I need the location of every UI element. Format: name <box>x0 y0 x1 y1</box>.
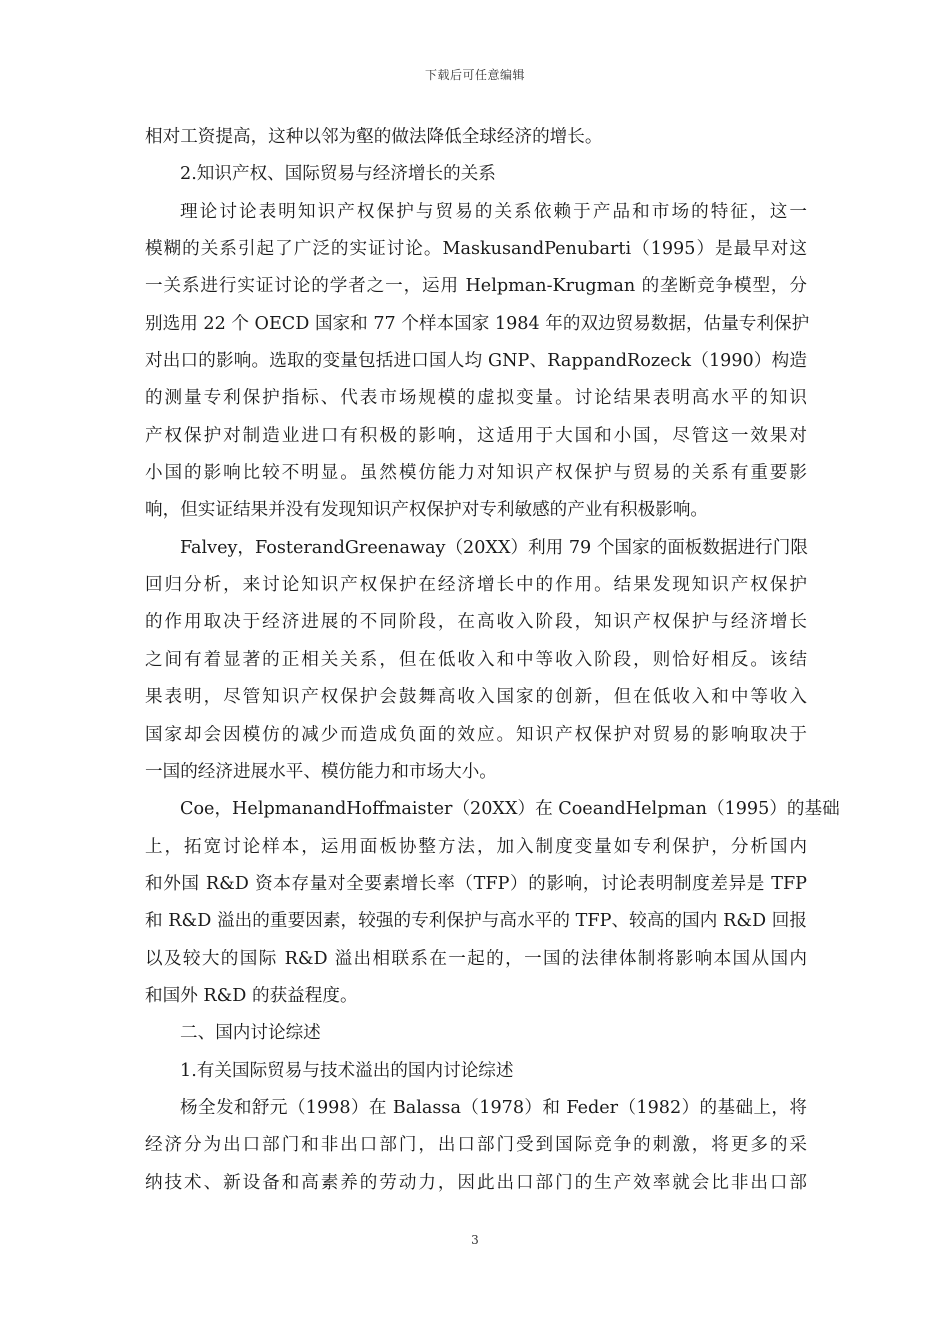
section-heading: 二、国内讨论综述 <box>180 1023 321 1044</box>
text-line: 模糊的关系引起了广泛的实证讨论。MaskusandPenubarti（1995）是最早对这 <box>145 239 807 260</box>
text-line: 经济分为出口部门和非出口部门，出口部门受到国际竞争的刺激，将更多的采 <box>145 1135 807 1156</box>
text-line: 响，但实证结果并没有发现知识产权保护对专利敏感的产业有积极影响。 <box>145 500 709 521</box>
section-heading: 1.有关国际贸易与技术溢出的国内讨论综述 <box>180 1060 514 1081</box>
text-line: 理论讨论表明知识产权保护与贸易的关系依赖于产品和市场的特征，这一 <box>180 201 807 222</box>
text-line: 果表明，尽管知识产权保护会鼓舞高收入国家的创新，但在低收入和中等收入 <box>145 687 807 708</box>
text-line: 的作用取决于经济进展的不同阶段，在高收入阶段，知识产权保护与经济增长 <box>145 612 807 633</box>
text-line: 产权保护对制造业进口有积极的影响，这适用于大国和小国，尽管这一效果对 <box>145 425 807 446</box>
text-line: Coe，HelpmanandHoffmaister（20XX）在 CoeandHelpman（1995）的基础 <box>180 799 840 820</box>
section-heading: 2.知识产权、国际贸易与经济增长的关系 <box>180 164 496 185</box>
text-line: 和国外 R&D 的获益程度。 <box>145 985 358 1006</box>
text-line: 一关系进行实证讨论的学者之一，运用 Helpman-Krugman 的垄断竞争模型，分 <box>145 276 807 297</box>
text-line: 对出口的影响。选取的变量包括进口国人均 GNP、RappandRozeck（1990）构造 <box>145 351 807 372</box>
text-line: 上，拓宽讨论样本，运用面板协整方法，加入制度变量如专利保护，分析国内 <box>145 836 807 857</box>
text-line: 的测量专利保护指标、代表市场规模的虚拟变量。讨论结果表明高水平的知识 <box>145 388 807 409</box>
text-line: 之间有着显著的正相关关系，但在低收入和中等收入阶段，则恰好相反。该结 <box>145 649 807 670</box>
text-line: 和外国 R&D 资本存量对全要素增长率（TFP）的影响，讨论表明制度差异是 TFP <box>145 873 807 894</box>
text-line: 以及较大的国际 R&D 溢出相联系在一起的，一国的法律体制将影响本国从国内 <box>145 948 807 969</box>
text-line: 纳技术、新设备和高素养的劳动力，因此出口部门的生产效率就会比非出口部 <box>145 1172 807 1193</box>
document-body <box>145 119 840 1202</box>
text-line: Falvey，FosterandGreenaway（20XX）利用 79 个国家的面板数据进行门限 <box>180 537 808 558</box>
page-header: 下载后可任意编辑 <box>424 68 525 82</box>
text-line: 一国的经济进展水平、模仿能力和市场大小。 <box>145 761 497 782</box>
text-line: 和 R&D 溢出的重要因素，较强的专利保护与高水平的 TFP、较高的国内 R&D 回报 <box>145 911 807 932</box>
text-line: 相对工资提高，这种以邻为壑的做法降低全球经济的增长。 <box>145 127 603 147</box>
page-number: 3 <box>471 1233 479 1247</box>
text-line: 杨全发和舒元（1998）在 Balassa（1978）和 Feder（1982）的基础上，将 <box>180 1097 807 1118</box>
text-line: 小国的影响比较不明显。虽然模仿能力对知识产权保护与贸易的关系有重要影 <box>145 463 807 484</box>
text-line: 别选用 22 个 OECD 国家和 77 个样本国家 1984 年的双边贸易数据，估量专利保护 <box>145 313 810 334</box>
text-line: 国家却会因模仿的减少而造成负面的效应。知识产权保护对贸易的影响取决于 <box>145 724 807 745</box>
text-line: 回归分析，来讨论知识产权保护在经济增长中的作用。结果发现知识产权保护 <box>145 575 807 596</box>
